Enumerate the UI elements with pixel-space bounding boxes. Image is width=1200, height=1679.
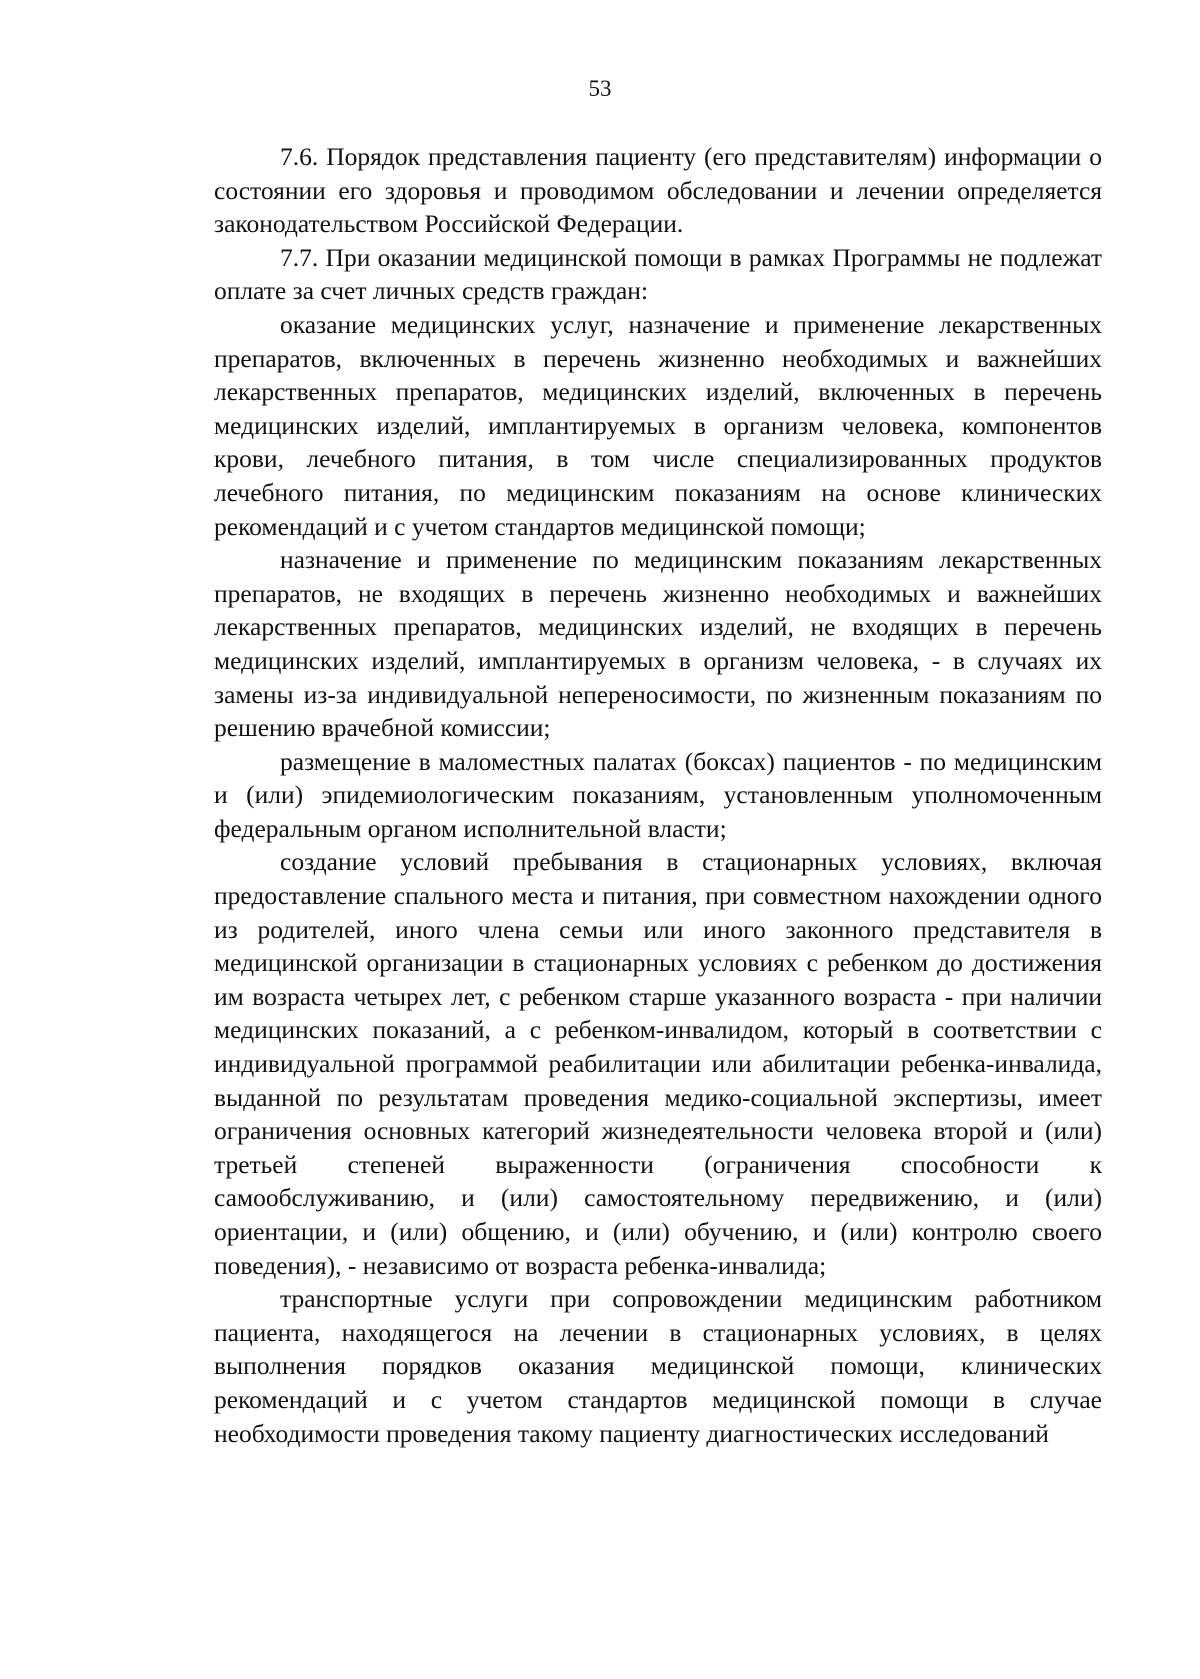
paragraph-transport-services: транспортные услуги при сопровождении медицинским работником пациента, находящегося на лечении в стационарных условиях, в целях выполнения порядков оказания медицинской помощи, клинических рекомендаций и с учетом стандартов медицинской помощи в случае необходимости проведения такому пациенту диагностических исследований	[214, 1284, 1102, 1448]
paragraph-inpatient-conditions: создание условий пребывания в стационарных условиях, включая предоставление спального места и питания, при совместном нахождении одного из родителей, иного члена семьи или иного законного представителя в медицинской организации в стационарных условиях с ребенком до достижения им возраста четырех лет, с ребенком старше указанного возраста - при наличии медицинских показаний, а с ребенком-инвалидом, который в соответствии с индивидуальной программой реабилитации или абилитации ребенка-инвалида, выданной по результатам проведения медико-социальной экспертизы, имеет ограничения основных категорий жизнедеятельности человека второй и (или) третьей степеней выраженности (ограничения способности к самообслуживанию, и (или) самостоятельному передвижению, и (или) ориентации, и (или) общению, и (или) обучению, и (или) контролю своего поведения), - независимо от возраста ребенка-инвалида;	[214, 847, 1102, 1280]
paragraph-7-7: 7.7. При оказании медицинской помощи в рамках Программы не подлежат оплате за счет личных средств граждан:	[214, 242, 1102, 306]
paragraph-7-6: 7.6. Порядок представления пациенту (его представителям) информации о состоянии его здоровья и проводимом обследовании и лечении определяется законодательством Российской Федерации.	[214, 142, 1102, 239]
paragraph-medical-services: оказание медицинских услуг, назначение и применение лекарственных препаратов, включенных в перечень жизненно необходимых и важнейших лекарственных препаратов, медицинских изделий, включенных в перечень медицинских изделий, имплантируемых в организм человека, компонентов крови, лечебного питания, в том числе специализированных продуктов лечебного питания, по медицинским показаниям на основе клинических рекомендаций и с учетом стандартов медицинской помощи;	[214, 309, 1102, 541]
paragraph-small-wards: размещение в маломестных палатах (боксах) пациентов - по медицинским и (или) эпидемиологическим показаниям, установленным уполномоченным федеральным органом исполнительной власти;	[214, 746, 1102, 843]
paragraph-medications: назначение и применение по медицинским показаниям лекарственных препаратов, не входящих в перечень жизненно необходимых и важнейших лекарственных препаратов, медицинских изделий, не входящих в перечень медицинских изделий, имплантируемых в организм человека, - в случаях их замены из-за индивидуальной непереносимости, по жизненным показаниям по решению врачебной комиссии;	[214, 545, 1102, 743]
document-body	[214, 140, 1102, 1450]
page-number: 53	[588, 76, 612, 101]
